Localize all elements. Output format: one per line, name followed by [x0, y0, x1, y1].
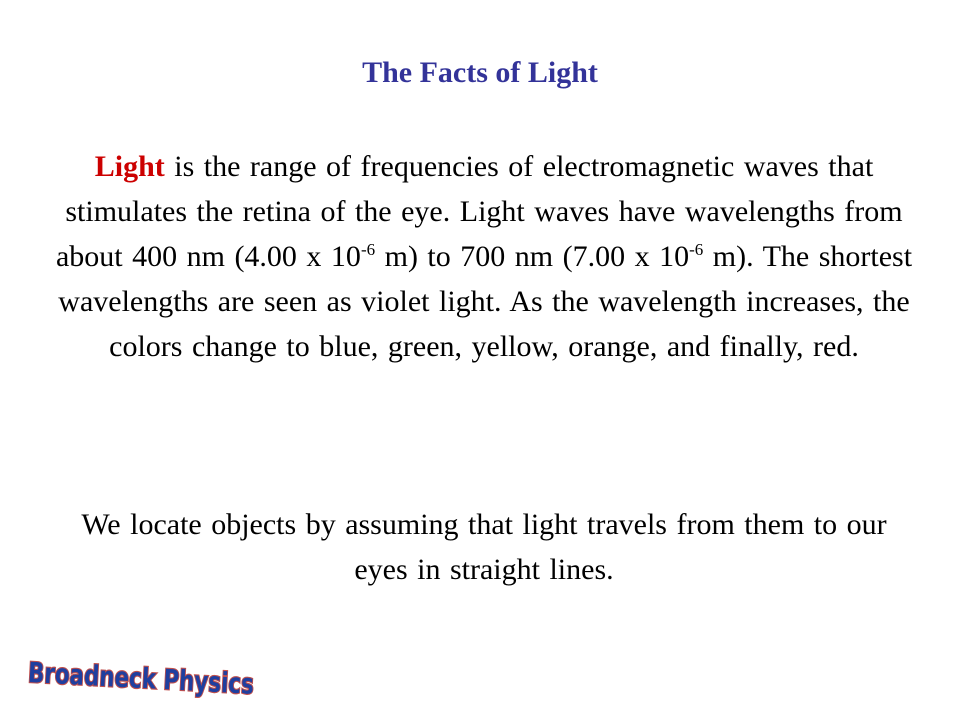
definition-text-part-1: is the range of frequencies of electromagnetic waves that stimulates the retina of the eye. Light waves have wavelengths from about 400 nm (4.00 x 10 — [55, 150, 903, 273]
exponent-2: -6 — [689, 240, 704, 259]
logo-text: Broadneck Physics — [27, 656, 325, 705]
slide-title: The Facts of Light — [362, 56, 598, 89]
exponent-1: -6 — [360, 240, 376, 259]
broadneck-physics-logo — [26, 652, 325, 705]
definition-text-part-2: m) to 700 nm (7.00 x 10 — [375, 240, 690, 273]
highlighted-term: Light — [94, 150, 165, 183]
definition-text-part-3: m). The shortest wavelengths are seen as violet light. As the wavelength increases, the colors change to blue, green, yellow, orange, and finally, red. — [58, 240, 913, 363]
straight-lines-paragraph: We locate objects by assuming that light travels from them to our eyes in straight lines. — [81, 508, 887, 586]
definition-paragraph — [52, 144, 916, 369]
